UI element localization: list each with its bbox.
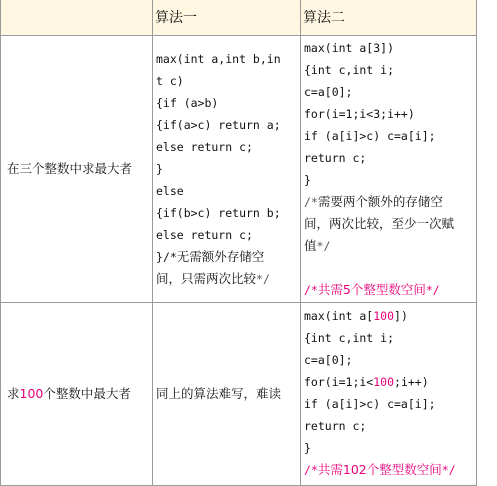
comment-text: 值: [304, 238, 317, 253]
space-note-open: /*: [304, 463, 318, 477]
space-note-post: 个整型数空间: [366, 462, 442, 477]
code-text: ]): [394, 309, 408, 323]
code-line: {int c,int i;: [304, 63, 395, 77]
code-line-comment: [156, 246, 281, 268]
code-line-comment: [304, 235, 454, 257]
row2-task-num: 100: [19, 386, 44, 401]
space-note-close: */: [441, 463, 456, 477]
code-line: else return c;: [156, 140, 253, 154]
header-algo2-label: 算法二: [303, 10, 345, 26]
code-line: [304, 305, 456, 327]
space-note: [304, 279, 454, 301]
space-note-count: 5: [342, 282, 351, 297]
row2-algo1-cell: [156, 384, 281, 402]
code-line: max(int a,int b,in: [156, 52, 281, 66]
comment-text: 需要两个额外的存储空: [317, 194, 443, 209]
header-algo1-label: 算法一: [155, 10, 197, 26]
space-note-post: 个整型数空间: [350, 282, 426, 297]
space-note-pre: 共需: [317, 462, 343, 477]
code-line: if (a[i]>c) c=a[i];: [304, 129, 436, 143]
code-line: }: [156, 162, 163, 176]
code-line-blank: [304, 257, 454, 279]
code-line: }: [304, 441, 311, 455]
row1-task-label: 在三个整数中求最大者: [7, 161, 133, 176]
row2-algo2-code: [304, 305, 456, 481]
space-note: [304, 459, 456, 481]
code-line: {int c,int i;: [304, 331, 395, 345]
code-line: {if(a>c) return a;: [156, 118, 281, 132]
code-text: ;i++): [394, 375, 429, 389]
code-line: else: [156, 184, 184, 198]
code-line: {if (a>b): [156, 96, 219, 110]
code-text: max(int a[: [304, 309, 374, 323]
code-number: 100: [373, 375, 395, 389]
row2-task-post: 个整数中最大者: [43, 386, 131, 401]
row2-task-cell: [7, 384, 131, 402]
header-cell-algo2: [301, 0, 476, 35]
comment-close: */: [316, 239, 331, 253]
space-note-pre: 共需: [317, 282, 343, 297]
code-line: else return c;: [156, 228, 253, 242]
code-line: max(int a[3]): [304, 41, 395, 55]
code-number: 100: [373, 309, 395, 323]
header-cell-algo1: [153, 0, 300, 35]
comment-open: /*: [304, 195, 318, 209]
comment-open: /*: [162, 250, 177, 264]
code-brace: }: [156, 250, 163, 264]
code-line: return c;: [304, 151, 367, 165]
row2-task-pre: 求: [7, 386, 20, 401]
comment-text: 间，两次比较，至少一次赋: [304, 216, 455, 231]
code-line: c=a[0];: [304, 353, 353, 367]
code-line: {if(b>c) return b;: [156, 206, 281, 220]
code-line: c=a[0];: [304, 85, 353, 99]
header-cell-empty: [1, 0, 152, 35]
space-note-open: /*: [304, 283, 318, 297]
space-note-close: */: [425, 283, 440, 297]
comment-text: 间，只需两次比较: [156, 271, 257, 286]
space-note-count: 102: [342, 462, 367, 477]
code-line: return c;: [304, 419, 367, 433]
code-line: t c): [156, 74, 184, 88]
comment-close: */: [256, 272, 270, 286]
code-line-comment: [156, 268, 281, 290]
code-line: if (a[i]>c) c=a[i];: [304, 397, 436, 411]
row1-algo1-code: [156, 48, 281, 290]
row2-algo1-text: 同上的算法难写，难读: [156, 386, 282, 401]
code-line: for(i=1;i<3;i++): [304, 107, 415, 121]
code-line-comment: [304, 191, 454, 213]
comment-text: 无需额外存储空: [176, 249, 265, 264]
code-line: }: [304, 173, 311, 187]
row1-task-cell: [7, 159, 132, 177]
code-line: [304, 371, 456, 393]
code-text: for(i=1;i<: [304, 375, 374, 389]
row1-algo2-code: [304, 37, 454, 301]
